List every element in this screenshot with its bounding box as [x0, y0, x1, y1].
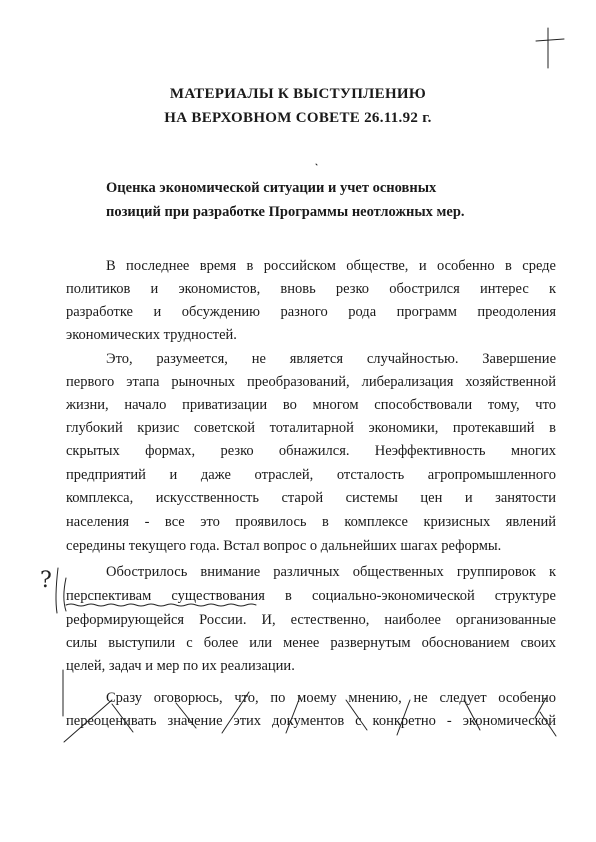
body-line-15: перспективам существования в социально-экономической структуре: [66, 588, 556, 604]
body-line-6: первого этапа рыночных преобразований, либерализация хозяйственной: [66, 374, 556, 390]
document-title-line-2: НА ВЕРХОВНОМ СОВЕТЕ 26.11.92 г.: [164, 110, 432, 126]
body-line-5: Это, разумеется, не является случайностью. Завершение: [106, 351, 556, 367]
body-line-16: реформирующейся России. И, естественно, наиболее организованные: [66, 612, 556, 628]
ink-dot: [316, 164, 317, 165]
body-line-3: разработке и обсуждению разного рода программ преодоления: [66, 304, 556, 320]
document-title-line-1: МАТЕРИАЛЫ К ВЫСТУПЛЕНИЮ: [169, 86, 427, 102]
body-line-9: скрытых формах, резко обнажился. Неэффективность многих: [66, 443, 556, 459]
body-line-2: политиков и экономистов, вновь резко обострился интерес к: [66, 281, 556, 297]
corner-cross-horizontal: [536, 39, 564, 41]
body-line-18: целей, задач и мер по их реализации.: [66, 658, 295, 674]
margin-bracket-1: [56, 568, 58, 613]
margin-question-mark: ?: [40, 568, 52, 593]
section-heading-line-1: Оценка экономической ситуации и учет основных: [106, 180, 437, 196]
body-line-19: Сразу оговорюсь, что, по моему мнению, не следует особенно: [106, 690, 556, 706]
body-line-14: Обострилось внимание различных общественных группировок к: [106, 564, 556, 580]
body-line-8: глубокий кризис советской тоталитарной экономики, протекавший в: [66, 420, 556, 436]
body-line-4: экономических трудностей.: [66, 327, 237, 343]
section-heading-line-2: позиций при разработке Программы неотложных мер.: [106, 204, 465, 220]
body-line-1: В последнее время в российском обществе, и особенно в среде: [106, 258, 556, 274]
body-line-17: силы выступили с более или менее развернутым обоснованием своих: [66, 635, 556, 651]
body-line-7: жизни, начало приватизации во многом способствовали тому, что: [66, 397, 556, 413]
body-line-13: середины текущего года. Встал вопрос о дальнейших шагах реформы.: [66, 538, 502, 554]
body-line-10: предприятий и даже отраслей, отсталость агропромышленного: [66, 467, 556, 483]
body-line-20: переоценивать значение этих документов с конкретно - экономической: [66, 713, 556, 729]
body-line-11: комплекса, искусственность старой системы цен и занятости: [66, 490, 556, 506]
body-line-12: населения - все это проявилось в комплексе кризисных явлений: [66, 514, 556, 530]
